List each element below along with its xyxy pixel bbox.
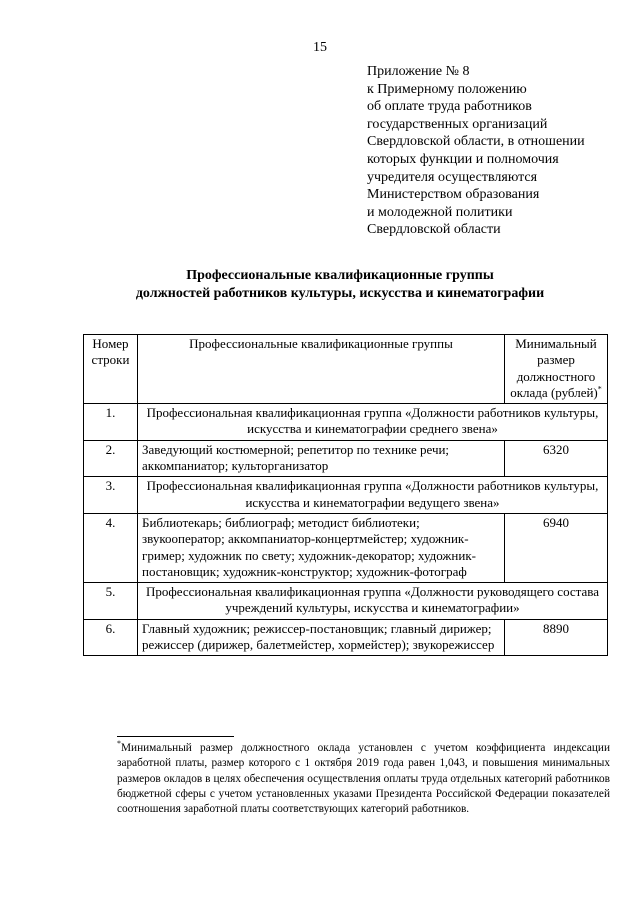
appendix-line: государственных организаций: [367, 116, 548, 132]
salary-cell: 6940: [505, 513, 608, 582]
qualification-groups-table: [83, 334, 608, 656]
appendix-line: и молодежной политики: [367, 204, 513, 220]
footnote-mark: *: [597, 384, 602, 394]
appendix-block: [367, 63, 617, 239]
table-header-row: [84, 335, 608, 404]
appendix-line: учредителя осуществляются: [367, 169, 538, 185]
positions-cell: Главный художник; режиссер-постановщик; главный дирижер; режиссер (дирижер, балетмейстер, хормейстер); звукорежиссер: [138, 619, 505, 656]
footnote-text: Минимальный размер должностного оклада установлен с учетом коэффициента индексации заработной платы, размер которого с 1 октября 2019 года равен 1,043, и повышения минимальных размеров окладов в целях обеспечения осуществления оплаты труда отдельных категорий работников бюджетной сферы с учетом установленных указами Президента Российской Федерации показателей соотношения заработной платы соответствующих категорий работников.: [117, 742, 610, 816]
row-number: 6.: [84, 619, 138, 656]
footnote-mark: *: [117, 739, 121, 749]
appendix-line: Свердловской области: [367, 222, 501, 238]
header-row-number: Номер строки: [84, 335, 138, 404]
positions-cell: Заведующий костюмерной; репетитор по технике речи; аккомпаниатор; культорганизатор: [138, 440, 505, 477]
appendix-line: к Примерному положению: [367, 81, 527, 97]
group-header-cell: Профессиональная квалификационная группа «Должности работников культуры, искусства и кинематографии среднего звена»: [138, 404, 608, 441]
footnote-divider: [117, 736, 234, 737]
row-number: 4.: [84, 513, 138, 582]
title-line-1: Профессиональные квалификационные группы: [186, 268, 494, 283]
header-salary-text: Минимальный размер должностного оклада (рублей): [510, 336, 598, 400]
row-number: 2.: [84, 440, 138, 477]
appendix-line: об оплате труда работников: [367, 99, 532, 115]
table-row: [84, 583, 608, 620]
document-title: [60, 267, 620, 303]
salary-cell: 6320: [505, 440, 608, 477]
table-row: [84, 404, 608, 441]
positions-cell: Библиотекарь; библиограф; методист библиотеки; звукооператор; аккомпаниатор-концертмейстер; художник-гример; художник по свету; художник-декоратор; художник-постановщик; художник-конструктор; художник-фотограф: [138, 513, 505, 582]
row-number: 1.: [84, 404, 138, 441]
row-number: 5.: [84, 583, 138, 620]
table-row: [84, 477, 608, 514]
appendix-line: которых функции и полномочия: [367, 151, 559, 167]
table-row: [84, 513, 608, 582]
group-header-cell: Профессиональная квалификационная группа «Должности работников культуры, искусства и кинематографии ведущего звена»: [138, 477, 608, 514]
footnote: [117, 741, 610, 817]
row-number: 3.: [84, 477, 138, 514]
salary-cell: 8890: [505, 619, 608, 656]
title-line-2: должностей работников культуры, искусства и кинематографии: [135, 286, 545, 301]
appendix-line: Министерством образования: [367, 187, 540, 203]
page-number: 15: [313, 40, 327, 55]
header-salary: [505, 335, 608, 404]
table-row: [84, 619, 608, 656]
group-header-cell: Профессиональная квалификационная группа «Должности руководящего состава учреждений культуры, искусства и кинематографии»: [138, 583, 608, 620]
appendix-line: Свердловской области, в отношении: [367, 134, 585, 150]
appendix-line: Приложение № 8: [367, 64, 470, 79]
table-row: [84, 440, 608, 477]
header-groups: Профессиональные квалификационные группы: [138, 335, 505, 404]
